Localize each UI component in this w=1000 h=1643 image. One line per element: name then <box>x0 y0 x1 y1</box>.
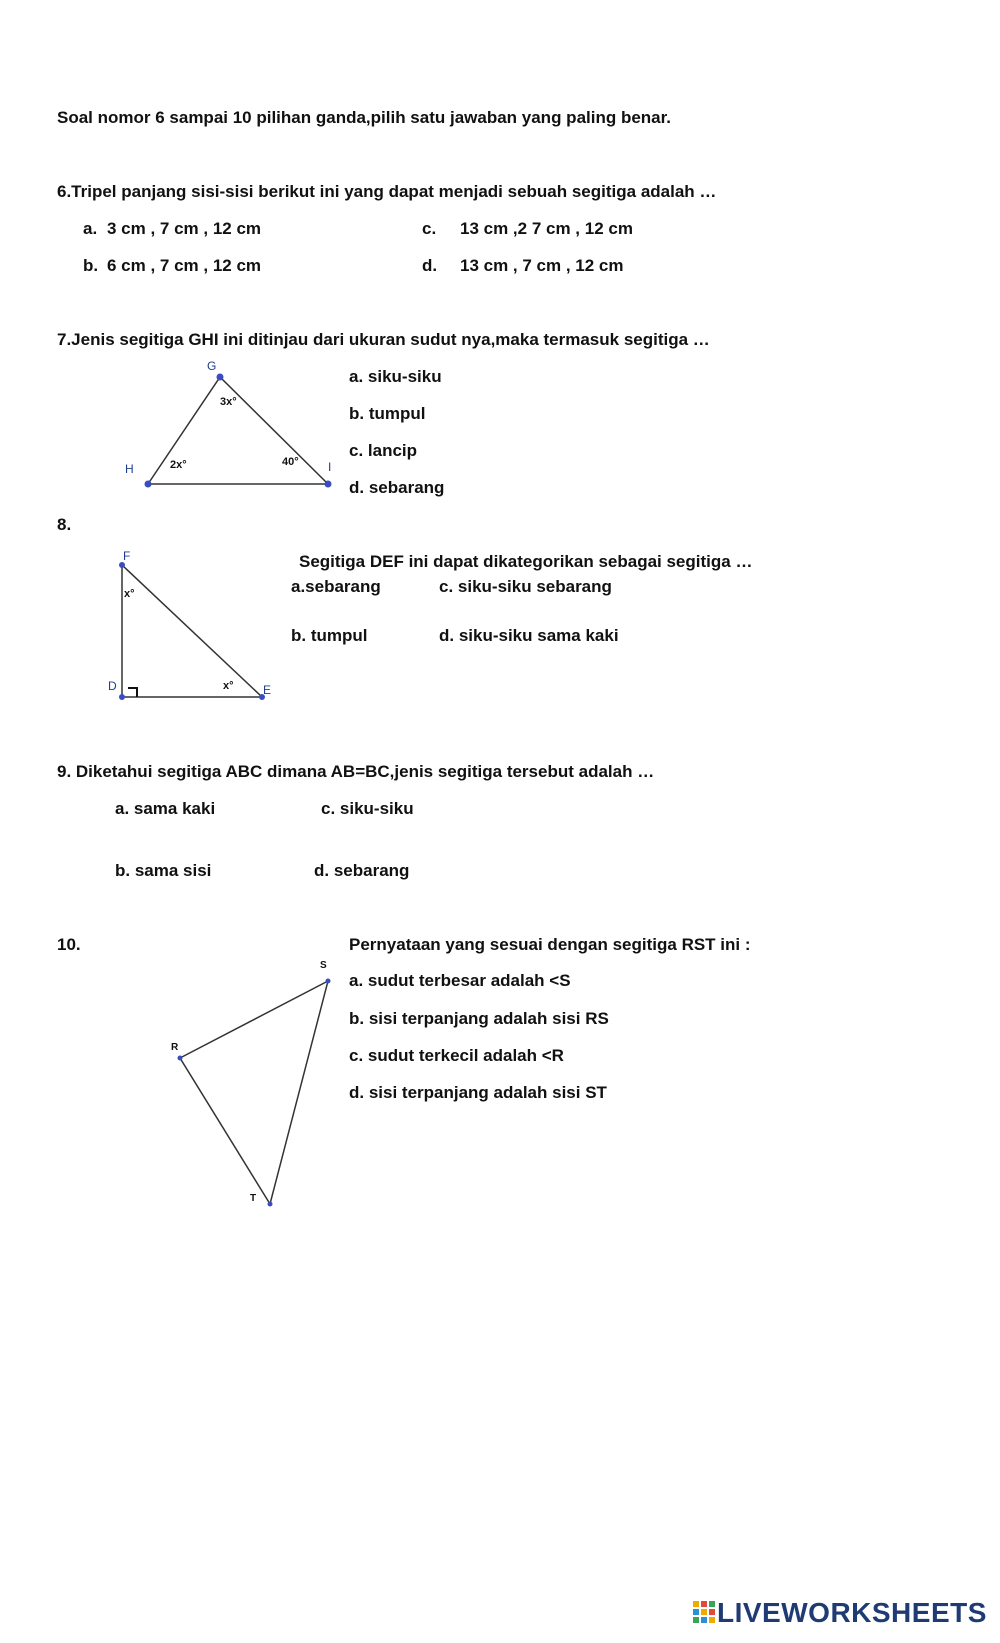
q8-option-c[interactable]: c. siku-siku sebarang <box>439 577 612 596</box>
vertex-r-point <box>178 1056 183 1061</box>
liveworksheets-grid-icon <box>693 1601 715 1625</box>
angle-i-label: 40° <box>282 456 299 468</box>
vertex-i-point <box>325 481 332 488</box>
triangle-def-outline <box>122 565 262 697</box>
q6-option-c-text[interactable]: 13 cm ,2 7 cm , 12 cm <box>460 219 633 238</box>
q8-option-b[interactable]: b. tumpul <box>291 626 368 645</box>
q9-option-b[interactable]: b. sama sisi <box>115 861 212 880</box>
instructions-text: Soal nomor 6 sampai 10 pilihan ganda,pilih satu jawaban yang paling benar. <box>57 108 672 127</box>
q6-option-a-letter[interactable]: a. <box>83 219 98 238</box>
liveworksheets-logo[interactable] <box>693 1597 987 1629</box>
q7-option-c[interactable]: c. lancip <box>349 441 418 460</box>
q6-option-b-text[interactable]: 6 cm , 7 cm , 12 cm <box>107 256 262 275</box>
vertex-i-label: I <box>328 460 332 474</box>
vertex-h-point <box>145 481 152 488</box>
q6-option-b-letter[interactable]: b. <box>83 256 99 275</box>
q8-option-a[interactable]: a.sebarang <box>291 577 381 596</box>
vertex-r-label: R <box>171 1042 179 1053</box>
q7-option-d[interactable]: d. sebarang <box>349 478 445 497</box>
vertex-f-label: F <box>123 549 131 563</box>
q8-option-d[interactable]: d. siku-siku sama kaki <box>439 626 619 645</box>
q10-option-c[interactable]: c. sudut terkecil adalah <R <box>349 1046 564 1065</box>
q9-question: 9. Diketahui segitiga ABC dimana AB=BC,jenis segitiga tersebut adalah … <box>57 762 655 781</box>
triangle-ghi-figure <box>110 360 350 500</box>
triangle-rst-outline <box>180 981 328 1204</box>
q9-option-c[interactable]: c. siku-siku <box>321 799 414 818</box>
q7-option-b[interactable]: b. tumpul <box>349 404 426 423</box>
q9-option-a[interactable]: a. sama kaki <box>115 799 216 818</box>
right-angle-marker <box>128 688 137 697</box>
q9-option-d[interactable]: d. sebarang <box>314 861 410 880</box>
q6-option-d-letter[interactable]: d. <box>422 256 438 275</box>
q10-question: Pernyataan yang sesuai dengan segitiga RST ini : <box>349 935 751 954</box>
q7-option-a[interactable]: a. siku-siku <box>349 367 442 386</box>
vertex-g-label: G <box>207 359 217 373</box>
triangle-def-figure <box>100 550 290 720</box>
q6-option-a-text[interactable]: 3 cm , 7 cm , 12 cm <box>107 219 262 238</box>
angle-f-label: x° <box>124 588 135 600</box>
q8-question: Segitiga DEF ini dapat dikategorikan sebagai segitiga … <box>299 552 753 571</box>
q6-option-c-letter[interactable]: c. <box>422 219 437 238</box>
q8-number: 8. <box>57 515 72 534</box>
vertex-s-label: S <box>320 960 327 971</box>
liveworksheets-logo-text: LIVEWORKSHEETS <box>717 1597 987 1628</box>
vertex-t-point <box>268 1202 273 1207</box>
vertex-t-label: T <box>250 1193 257 1204</box>
q6-question: 6.Tripel panjang sisi-sisi berikut ini yang dapat menjadi sebuah segitiga adalah … <box>57 182 717 201</box>
vertex-s-point <box>326 979 331 984</box>
vertex-g-point <box>217 374 224 381</box>
vertex-h-label: H <box>125 462 134 476</box>
angle-e-label: x° <box>223 680 234 692</box>
vertex-e-label: E <box>263 683 272 697</box>
angle-h-label: 2x° <box>170 459 187 471</box>
q10-number: 10. <box>57 935 81 954</box>
q6-option-d-text[interactable]: 13 cm , 7 cm , 12 cm <box>460 256 624 275</box>
angle-g-label: 3x° <box>220 396 237 408</box>
q10-option-d[interactable]: d. sisi terpanjang adalah sisi ST <box>349 1083 607 1102</box>
q7-question: 7.Jenis segitiga GHI ini ditinjau dari ukuran sudut nya,maka termasuk segitiga … <box>57 330 710 349</box>
q10-option-a[interactable]: a. sudut terbesar adalah <S <box>349 971 571 990</box>
vertex-d-point <box>119 694 125 700</box>
q10-option-b[interactable]: b. sisi terpanjang adalah sisi RS <box>349 1009 609 1028</box>
triangle-rst-figure <box>160 955 350 1215</box>
vertex-d-label: D <box>108 679 117 693</box>
